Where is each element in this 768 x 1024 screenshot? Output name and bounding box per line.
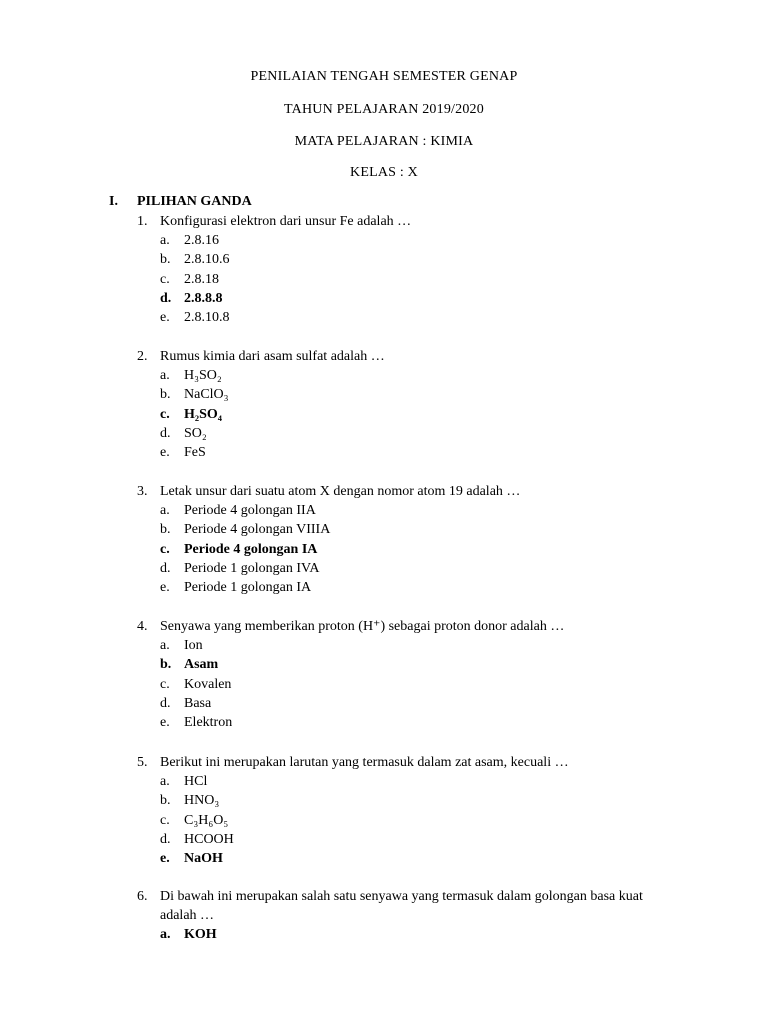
option-a bbox=[137, 501, 737, 520]
option-b bbox=[137, 791, 737, 810]
option-letter: b. bbox=[160, 657, 172, 673]
option-text: Asam bbox=[184, 657, 219, 673]
option-letter: d. bbox=[160, 831, 171, 847]
option-letter: d. bbox=[160, 560, 171, 576]
option-text: Periode 1 golongan IVA bbox=[184, 560, 320, 576]
option-b-correct bbox=[137, 655, 737, 674]
option-letter: e. bbox=[160, 580, 170, 596]
exam-title: PENILAIAN TENGAH SEMESTER GENAP bbox=[250, 69, 518, 84]
option-c bbox=[137, 270, 737, 289]
option-d-correct bbox=[137, 289, 737, 308]
class-level: KELAS : X bbox=[350, 165, 418, 180]
question-1 bbox=[137, 212, 737, 327]
option-text: NaOH bbox=[184, 851, 223, 867]
option-e-correct bbox=[137, 849, 737, 868]
question-4 bbox=[137, 617, 737, 732]
option-text: FeS bbox=[184, 445, 206, 461]
option-letter: d. bbox=[160, 425, 171, 441]
option-b bbox=[137, 385, 737, 404]
subject: MATA PELAJARAN : KIMIA bbox=[294, 134, 474, 149]
question-6 bbox=[137, 887, 737, 944]
question-number: 5. bbox=[137, 755, 148, 770]
option-letter: e. bbox=[160, 310, 170, 326]
option-text: C₃H₆O₅ bbox=[184, 812, 229, 828]
option-letter: c. bbox=[160, 271, 170, 287]
option-e bbox=[137, 443, 737, 462]
question-number: 1. bbox=[137, 214, 148, 229]
option-letter: c. bbox=[160, 812, 170, 828]
question-number: 6. bbox=[137, 889, 148, 904]
option-letter: e. bbox=[160, 715, 170, 731]
question-number: 2. bbox=[137, 349, 148, 364]
question-number: 4. bbox=[137, 619, 148, 634]
option-d bbox=[137, 559, 737, 578]
option-a bbox=[137, 636, 737, 655]
section-number: I. bbox=[109, 194, 118, 209]
option-e bbox=[137, 578, 737, 597]
option-text: 2.8.10.8 bbox=[184, 310, 230, 326]
option-letter: b. bbox=[160, 793, 171, 809]
option-letter: a. bbox=[160, 503, 170, 518]
option-letter: c. bbox=[160, 676, 170, 692]
question-text: Di bawah ini merupakan salah satu senyawa yang termasuk dalam golongan basa kuat bbox=[160, 889, 643, 904]
option-letter: c. bbox=[160, 541, 170, 557]
option-b bbox=[137, 520, 737, 539]
option-b bbox=[137, 250, 737, 269]
question-stem bbox=[137, 753, 737, 772]
option-text: Periode 4 golongan VIIIA bbox=[184, 522, 331, 538]
option-text: HCl bbox=[184, 774, 208, 789]
question-stem bbox=[137, 617, 737, 636]
question-stem bbox=[137, 347, 737, 366]
option-text: Basa bbox=[184, 695, 212, 711]
question-text: adalah … bbox=[160, 908, 215, 923]
option-text: HNO₃ bbox=[184, 793, 220, 809]
option-text: H₃SO₂ bbox=[184, 368, 222, 383]
option-letter: b. bbox=[160, 522, 171, 538]
option-letter: d. bbox=[160, 695, 171, 711]
question-2 bbox=[137, 347, 737, 462]
option-letter: a. bbox=[160, 774, 170, 789]
option-c bbox=[137, 675, 737, 694]
option-text: Periode 4 golongan IIA bbox=[184, 503, 316, 518]
option-text: 2.8.10.6 bbox=[184, 252, 230, 268]
option-letter: d. bbox=[160, 290, 172, 306]
option-text: Ion bbox=[184, 638, 203, 653]
option-c bbox=[137, 811, 737, 830]
option-c-correct bbox=[137, 405, 737, 424]
option-letter: a. bbox=[160, 927, 171, 942]
option-letter: e. bbox=[160, 445, 170, 461]
question-text: Rumus kimia dari asam sulfat adalah … bbox=[160, 349, 385, 364]
option-text: HCOOH bbox=[184, 831, 234, 847]
option-letter: c. bbox=[160, 406, 170, 422]
question-stem bbox=[137, 887, 737, 906]
option-text: KOH bbox=[184, 927, 217, 942]
option-text: 2.8.16 bbox=[184, 233, 219, 248]
option-c-correct bbox=[137, 540, 737, 559]
option-a bbox=[137, 366, 737, 385]
question-stem bbox=[137, 212, 737, 231]
option-letter: e. bbox=[160, 851, 170, 867]
option-d bbox=[137, 424, 737, 443]
option-text: H₂SO₄ bbox=[184, 406, 222, 422]
academic-year: TAHUN PELAJARAN 2019/2020 bbox=[284, 102, 484, 117]
option-text: 2.8.18 bbox=[184, 271, 219, 287]
option-text: Kovalen bbox=[184, 676, 232, 692]
option-text: SO₂ bbox=[184, 425, 207, 441]
option-text: Elektron bbox=[184, 715, 233, 731]
option-text: NaClO₃ bbox=[184, 387, 229, 403]
option-letter: a. bbox=[160, 638, 170, 653]
section-title: PILIHAN GANDA bbox=[137, 194, 252, 209]
question-number: 3. bbox=[137, 484, 148, 499]
option-letter: a. bbox=[160, 368, 170, 383]
option-text: 2.8.8.8 bbox=[184, 290, 223, 306]
question-stem-continued bbox=[137, 906, 737, 925]
question-text: Letak unsur dari suatu atom X dengan nomor atom 19 adalah … bbox=[160, 484, 521, 499]
question-text: Berikut ini merupakan larutan yang termasuk dalam zat asam, kecuali … bbox=[160, 755, 569, 770]
option-a bbox=[137, 772, 737, 791]
question-text: Konfigurasi elektron dari unsur Fe adalah … bbox=[160, 214, 412, 229]
question-stem bbox=[137, 482, 737, 501]
question-5 bbox=[137, 753, 737, 868]
option-d bbox=[137, 694, 737, 713]
option-text: Periode 4 golongan IA bbox=[184, 541, 318, 557]
option-e bbox=[137, 308, 737, 327]
option-a-correct bbox=[137, 925, 737, 944]
option-text: Periode 1 golongan IA bbox=[184, 580, 312, 596]
option-letter: a. bbox=[160, 233, 170, 248]
option-e bbox=[137, 713, 737, 732]
question-3 bbox=[137, 482, 737, 597]
option-a bbox=[137, 231, 737, 250]
option-letter: b. bbox=[160, 387, 171, 403]
option-d bbox=[137, 830, 737, 849]
question-text: Senyawa yang memberikan proton (H⁺) sebagai proton donor adalah … bbox=[160, 619, 565, 634]
option-letter: b. bbox=[160, 252, 171, 268]
